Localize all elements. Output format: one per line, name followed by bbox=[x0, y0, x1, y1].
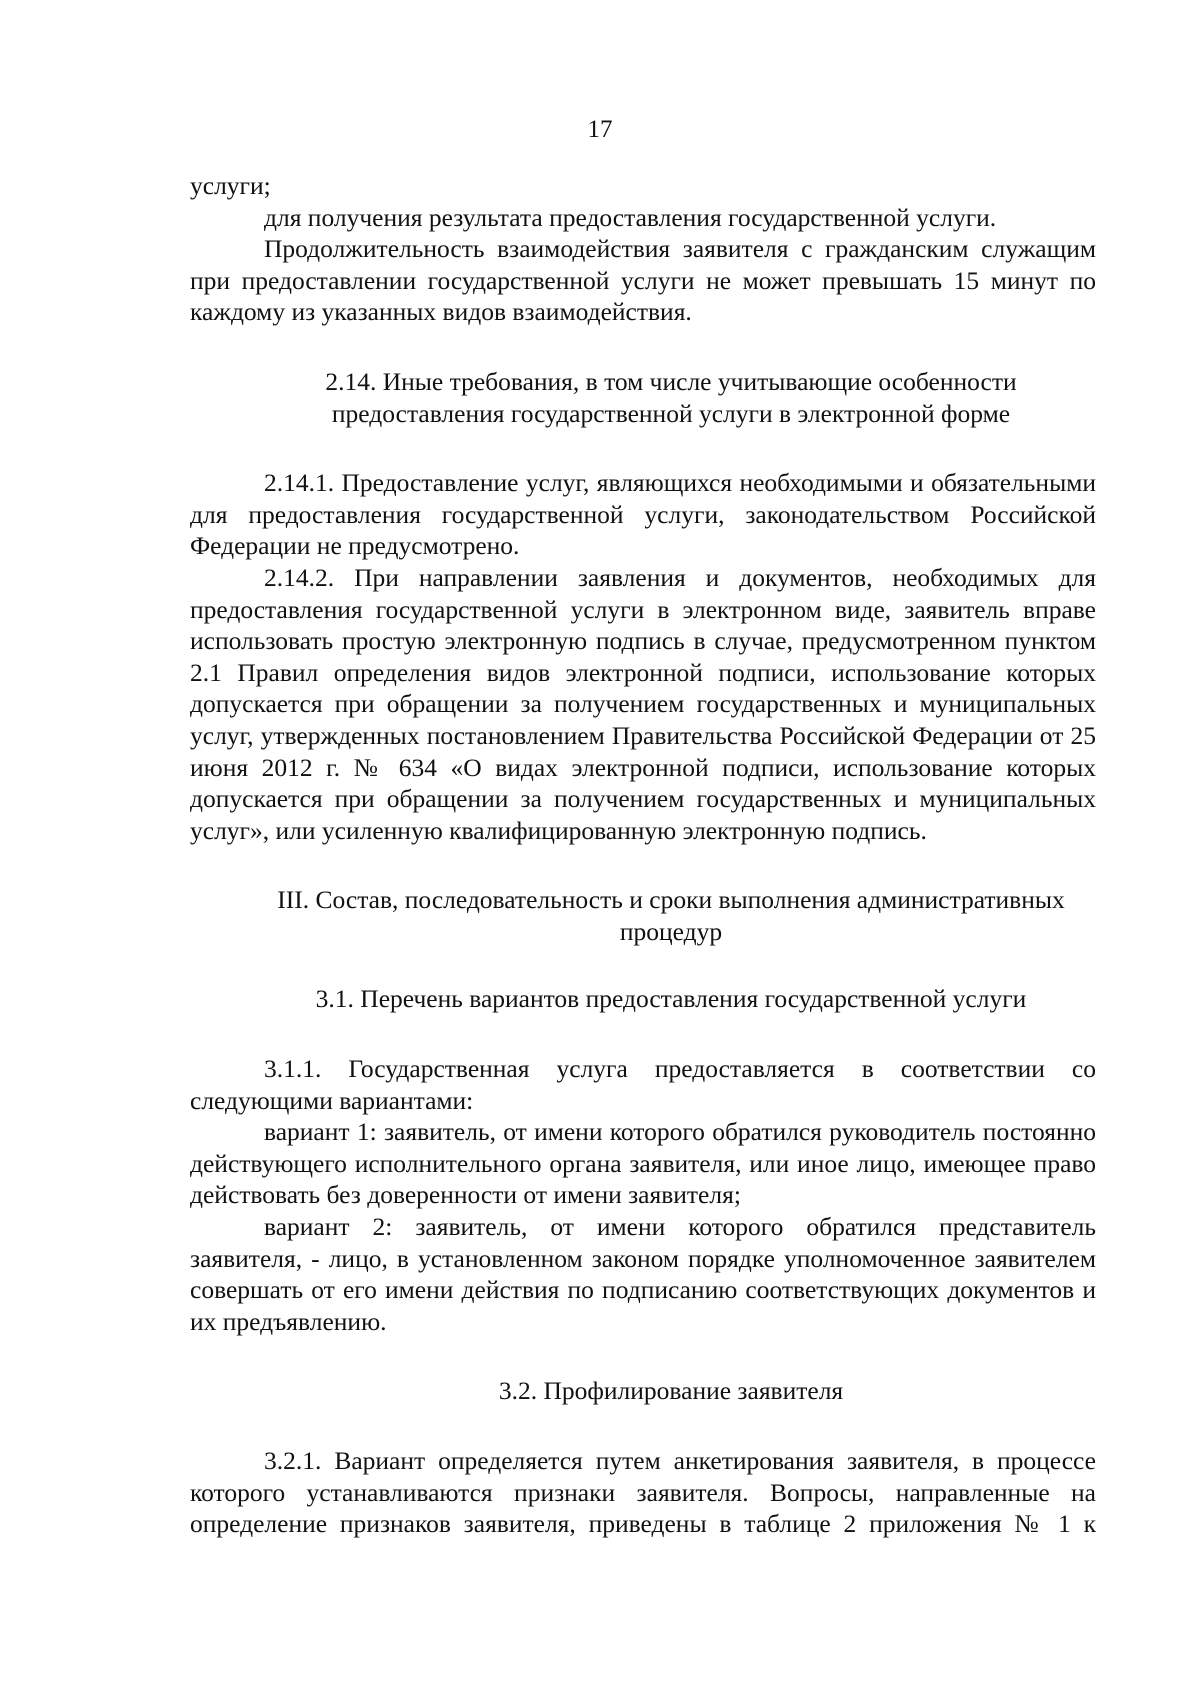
paragraph-continuation: услуги; bbox=[190, 171, 271, 200]
list-item: вариант 1: заявитель, от имени которого обратился руководитель постоянно действующего исполнительного органа заявителя, или иное лицо, имеющее право действовать без доверенности от имени заявителя; bbox=[190, 1117, 1096, 1210]
paragraph: 3.1.1. Государственная услуга предоставляется в соответствии со следующими вариантами: bbox=[190, 1054, 1096, 1115]
paragraph: 2.14.2. При направлении заявления и документов, необходимых для предоставления государственной услуги в электронном виде, заявитель вправе использовать простую электронную подпись в случае, предусмотренном пунктом 2.1 Правил определения видов электронной подписи, использование которых допускается при обращении за получением государственных и муниципальных услуг, утвержденных постановлением Правительства Российской Федерации от 25 июня 2012 г. № 634 «О видах электронной подписи, использование которых допускается при обращении за получением государственных и муниципальных услуг», или усиленную квалифицированную электронную подпись. bbox=[190, 562, 1096, 845]
list-item: вариант 2: заявитель, от имени которого обратился представитель заявителя, - лицо, в установленном законом порядке уполномоченное заявителем совершать от его имени действия по подписанию соответствующих документов и их предъявлению. bbox=[190, 1212, 1096, 1336]
section-heading: 2.14. Иные требования, в том числе учитывающие особенности предоставления государственной услуги в электронной форме bbox=[325, 366, 1017, 428]
paragraph: 3.2.1. Вариант определяется путем анкетирования заявителя, в процессе которого устанавливаются признаки заявителя. Вопросы, направленные на определение признаков заявителя, приведены в таблице 2 приложения № 1 к bbox=[190, 1446, 1096, 1539]
paragraph: для получения результата предоставления государственной услуги. bbox=[264, 202, 997, 232]
section-heading: 3.2. Профилирование заявителя bbox=[498, 1376, 844, 1406]
chapter-heading: III. Состав, последовательность и сроки выполнения административных процедур bbox=[277, 885, 1065, 946]
paragraph: 2.14.1. Предоставление услуг, являющихся необходимыми и обязательными для предоставления государственной услуги, законодательством Российской Федерации не предусмотрено. bbox=[190, 468, 1096, 561]
page-number: 17 bbox=[587, 116, 613, 143]
document-body bbox=[190, 170, 1096, 1540]
paragraph: Продолжительность взаимодействия заявителя с гражданским служащим при предоставлении государственной услуги не может превышать 15 минут по каждому из указанных видов взаимодействия. bbox=[190, 234, 1096, 327]
section-heading: 3.1. Перечень вариантов предоставления государственной услуги bbox=[315, 984, 1027, 1014]
